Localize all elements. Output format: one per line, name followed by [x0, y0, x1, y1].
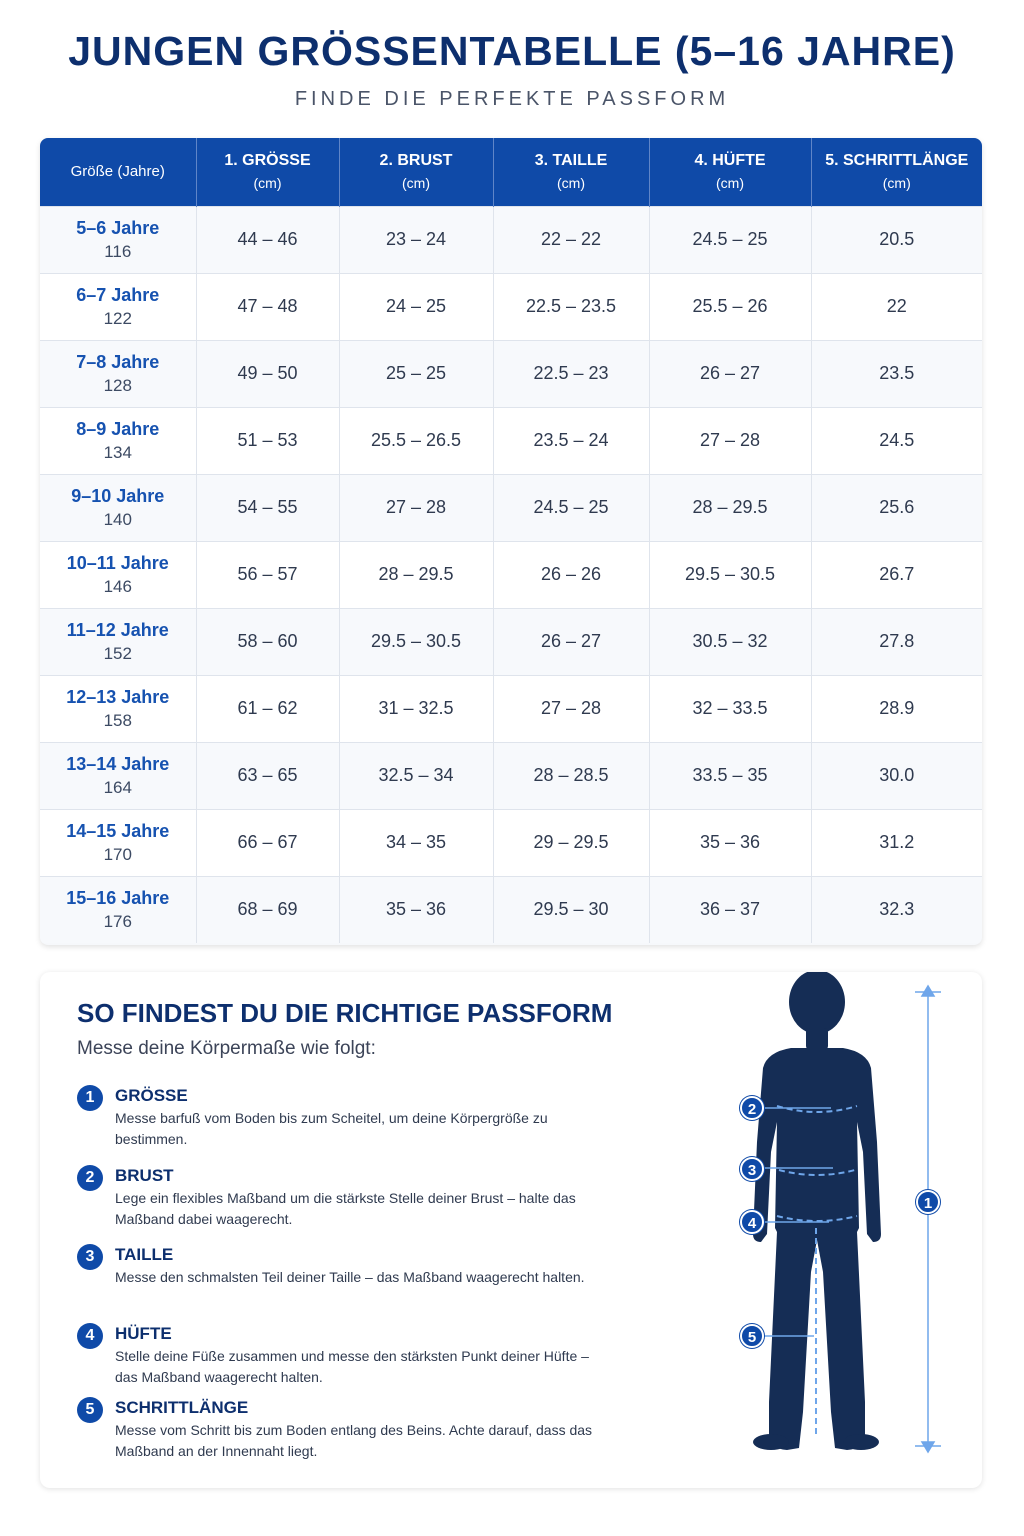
table-row — [40, 742, 982, 809]
column-header-unit: (cm) — [253, 174, 282, 191]
step-title: GRÖSSE — [115, 1086, 188, 1105]
table-row — [40, 407, 982, 474]
step-text: Messe barfuß vom Boden bis zum Scheitel, um deine Körpergröße zu bestimmen. — [115, 1110, 548, 1147]
size-cell — [40, 273, 196, 340]
guide-intro: Messe deine Körpermaße wie folgt: — [77, 1038, 376, 1059]
age-range: 9–10 Jahre — [71, 485, 165, 506]
age-range: 12–13 Jahre — [66, 686, 170, 707]
table-cell: 47 – 48 — [196, 273, 339, 340]
column-header-label: 4. HÜFTE — [694, 151, 766, 169]
table-cell: 35 – 36 — [339, 876, 493, 943]
table-cell: 22.5 – 23 — [493, 340, 649, 407]
table-cell: 36 – 37 — [649, 876, 811, 943]
size-height: 158 — [103, 710, 132, 730]
size-height: 140 — [103, 509, 132, 529]
step-title: BRUST — [115, 1166, 174, 1185]
age-range: 10–11 Jahre — [66, 552, 169, 573]
table-cell: 30.0 — [879, 765, 915, 785]
table-cell: 22 – 22 — [493, 206, 649, 273]
step-title: TAILLE — [115, 1245, 174, 1264]
size-cell — [40, 809, 196, 876]
step-number-badge: 5 — [77, 1397, 103, 1423]
step-text: Messe den schmalsten Teil deiner Taille – das Maßband waagerecht halten. — [115, 1269, 585, 1285]
size-cell — [40, 541, 196, 608]
table-cell: 28 – 28.5 — [493, 742, 649, 809]
table-cell: 28.9 — [879, 698, 915, 718]
table-cell: 28 – 29.5 — [339, 541, 493, 608]
age-range: 13–14 Jahre — [66, 753, 170, 774]
size-column-header: Größe (Jahre) — [40, 138, 196, 206]
table-cell: 32.3 — [879, 899, 915, 920]
size-height: 146 — [103, 576, 132, 596]
table-cell: 49 – 50 — [196, 340, 339, 407]
column-header-taille — [493, 138, 649, 206]
table-row — [40, 541, 982, 608]
table-cell: 35 – 36 — [649, 809, 811, 876]
step-number-badge: 4 — [77, 1323, 103, 1349]
table-cell: 32.5 – 34 — [339, 742, 493, 809]
table-cell: 25.6 — [879, 497, 915, 517]
table-cell: 61 – 62 — [196, 675, 339, 742]
column-header-label: 1. GRÖSSE — [224, 151, 311, 169]
table-cell: 25.5 – 26.5 — [339, 407, 493, 474]
table-cell: 66 – 67 — [196, 809, 339, 876]
column-header-brust — [339, 138, 493, 206]
table-cell: 23.5 — [879, 363, 915, 383]
table-cell: 29 – 29.5 — [493, 809, 649, 876]
age-range: 14–15 Jahre — [66, 820, 170, 841]
age-range: 6–7 Jahre — [76, 284, 160, 305]
table-cell: 24.5 – 25 — [493, 474, 649, 541]
age-range: 11–12 Jahre — [66, 619, 169, 640]
age-range: 8–9 Jahre — [76, 418, 160, 439]
figure-marker-brust: 2 — [740, 1096, 764, 1120]
table-cell: 23 – 24 — [339, 206, 493, 273]
table-row — [40, 809, 982, 876]
size-cell — [40, 340, 196, 407]
table-row — [40, 340, 982, 407]
size-height: 176 — [103, 911, 132, 931]
figure-marker-taille: 3 — [740, 1157, 764, 1181]
table-cell: 26 – 27 — [649, 340, 811, 407]
size-cell — [40, 474, 196, 541]
table-cell: 26 – 27 — [493, 608, 649, 675]
table-cell: 27.8 — [879, 631, 915, 651]
table-cell: 25.5 – 26 — [649, 273, 811, 340]
table-cell: 54 – 55 — [196, 474, 339, 541]
size-cell — [40, 206, 196, 273]
table-cell: 27 – 28 — [493, 675, 649, 742]
figure-marker-groesse: 1 — [916, 1190, 940, 1214]
table-cell: 44 – 46 — [196, 206, 339, 273]
table-cell: 28 – 29.5 — [649, 474, 811, 541]
table-cell: 24.5 — [879, 430, 915, 450]
table-row — [40, 608, 982, 675]
size-table — [40, 138, 982, 943]
table-cell: 26.7 — [879, 564, 915, 584]
step-number-badge: 2 — [77, 1165, 103, 1191]
age-range: 15–16 Jahre — [66, 887, 170, 908]
table-cell: 31 – 32.5 — [339, 675, 493, 742]
table-cell: 25 – 25 — [339, 340, 493, 407]
size-height: 152 — [103, 643, 132, 663]
page-title: JUNGEN GRÖSSENTABELLE (5–16 JAHRE) — [68, 28, 956, 74]
size-height: 164 — [103, 777, 132, 797]
age-range: 5–6 Jahre — [76, 217, 160, 238]
table-cell: 63 – 65 — [196, 742, 339, 809]
column-header-unit: (cm) — [716, 174, 744, 191]
table-row — [40, 206, 982, 273]
measuring-guide-card — [40, 972, 982, 1488]
guide-title: SO FINDEST DU DIE RICHTIGE PASSFORM — [77, 998, 613, 1028]
step-text: Stelle deine Füße zusammen und messe den stärksten Punkt deiner Hüfte – das Maßband waagerecht halten. — [115, 1348, 589, 1385]
table-row — [40, 876, 982, 943]
table-row — [40, 273, 982, 340]
table-cell: 33.5 – 35 — [649, 742, 811, 809]
page-subtitle: FINDE DIE PERFEKTE PASSFORM — [294, 88, 730, 110]
boy-silhouette-icon — [695, 972, 982, 1488]
table-cell: 20.5 — [879, 229, 915, 249]
size-height: 128 — [103, 375, 132, 395]
size-height: 170 — [103, 844, 132, 864]
column-header-schrittlaenge — [811, 138, 982, 206]
column-header-label: 2. BRUST — [379, 151, 453, 169]
table-cell: 23.5 – 24 — [493, 407, 649, 474]
table-cell: 58 – 60 — [196, 608, 339, 675]
step-text: Lege ein flexibles Maßband um die stärkste Stelle deiner Brust – halte das Maßband dabei waagerecht. — [115, 1190, 576, 1227]
table-cell: 32 – 33.5 — [649, 675, 811, 742]
table-cell: 29.5 – 30.5 — [339, 608, 493, 675]
figure-marker-schrittlaenge: 5 — [740, 1324, 764, 1348]
table-body — [40, 206, 982, 943]
table-cell: 30.5 – 32 — [649, 608, 811, 675]
table-cell: 56 – 57 — [196, 541, 339, 608]
size-height: 116 — [104, 241, 132, 261]
column-header-unit: (cm) — [557, 174, 585, 191]
step-number-badge: 1 — [77, 1085, 103, 1111]
table-cell: 24 – 25 — [339, 273, 493, 340]
table-cell: 68 – 69 — [196, 876, 339, 943]
table-cell: 24.5 – 25 — [649, 206, 811, 273]
step-title: SCHRITTLÄNGE — [115, 1398, 249, 1417]
size-cell — [40, 742, 196, 809]
size-height: 134 — [103, 442, 132, 462]
size-height: 122 — [103, 308, 132, 328]
step-number-badge: 3 — [77, 1244, 103, 1270]
table-row — [40, 474, 982, 541]
step-text: Messe vom Schritt bis zum Boden entlang des Beins. Achte darauf, dass das Maßband an der Innennaht liegt. — [115, 1422, 593, 1459]
table-cell: 27 – 28 — [339, 474, 493, 541]
figure-marker-huefte: 4 — [740, 1210, 764, 1234]
table-cell: 22.5 – 23.5 — [493, 273, 649, 340]
table-cell: 26 – 26 — [493, 541, 649, 608]
size-table-card — [40, 138, 982, 945]
column-header-huefte — [649, 138, 811, 206]
table-cell: 22 — [886, 296, 907, 316]
size-cell — [40, 608, 196, 675]
size-cell — [40, 675, 196, 742]
column-header-unit: (cm) — [402, 174, 430, 191]
step-title: HÜFTE — [115, 1324, 172, 1343]
size-cell — [40, 407, 196, 474]
table-cell: 29.5 – 30 — [493, 876, 649, 943]
table-row — [40, 675, 982, 742]
size-cell — [40, 876, 196, 943]
age-range: 7–8 Jahre — [76, 351, 160, 372]
table-cell: 51 – 53 — [196, 407, 339, 474]
table-header-row — [40, 138, 982, 206]
column-header-label: 3. TAILLE — [534, 151, 608, 169]
table-cell: 31.2 — [879, 832, 915, 852]
table-cell: 27 – 28 — [649, 407, 811, 474]
column-header-unit: (cm) — [882, 174, 911, 191]
body-measurement-figure — [695, 972, 982, 1488]
column-header-label: 5. SCHRITTLÄNGE — [825, 151, 969, 169]
column-header-groesse — [196, 138, 339, 206]
table-cell: 34 – 35 — [339, 809, 493, 876]
table-cell: 29.5 – 30.5 — [649, 541, 811, 608]
